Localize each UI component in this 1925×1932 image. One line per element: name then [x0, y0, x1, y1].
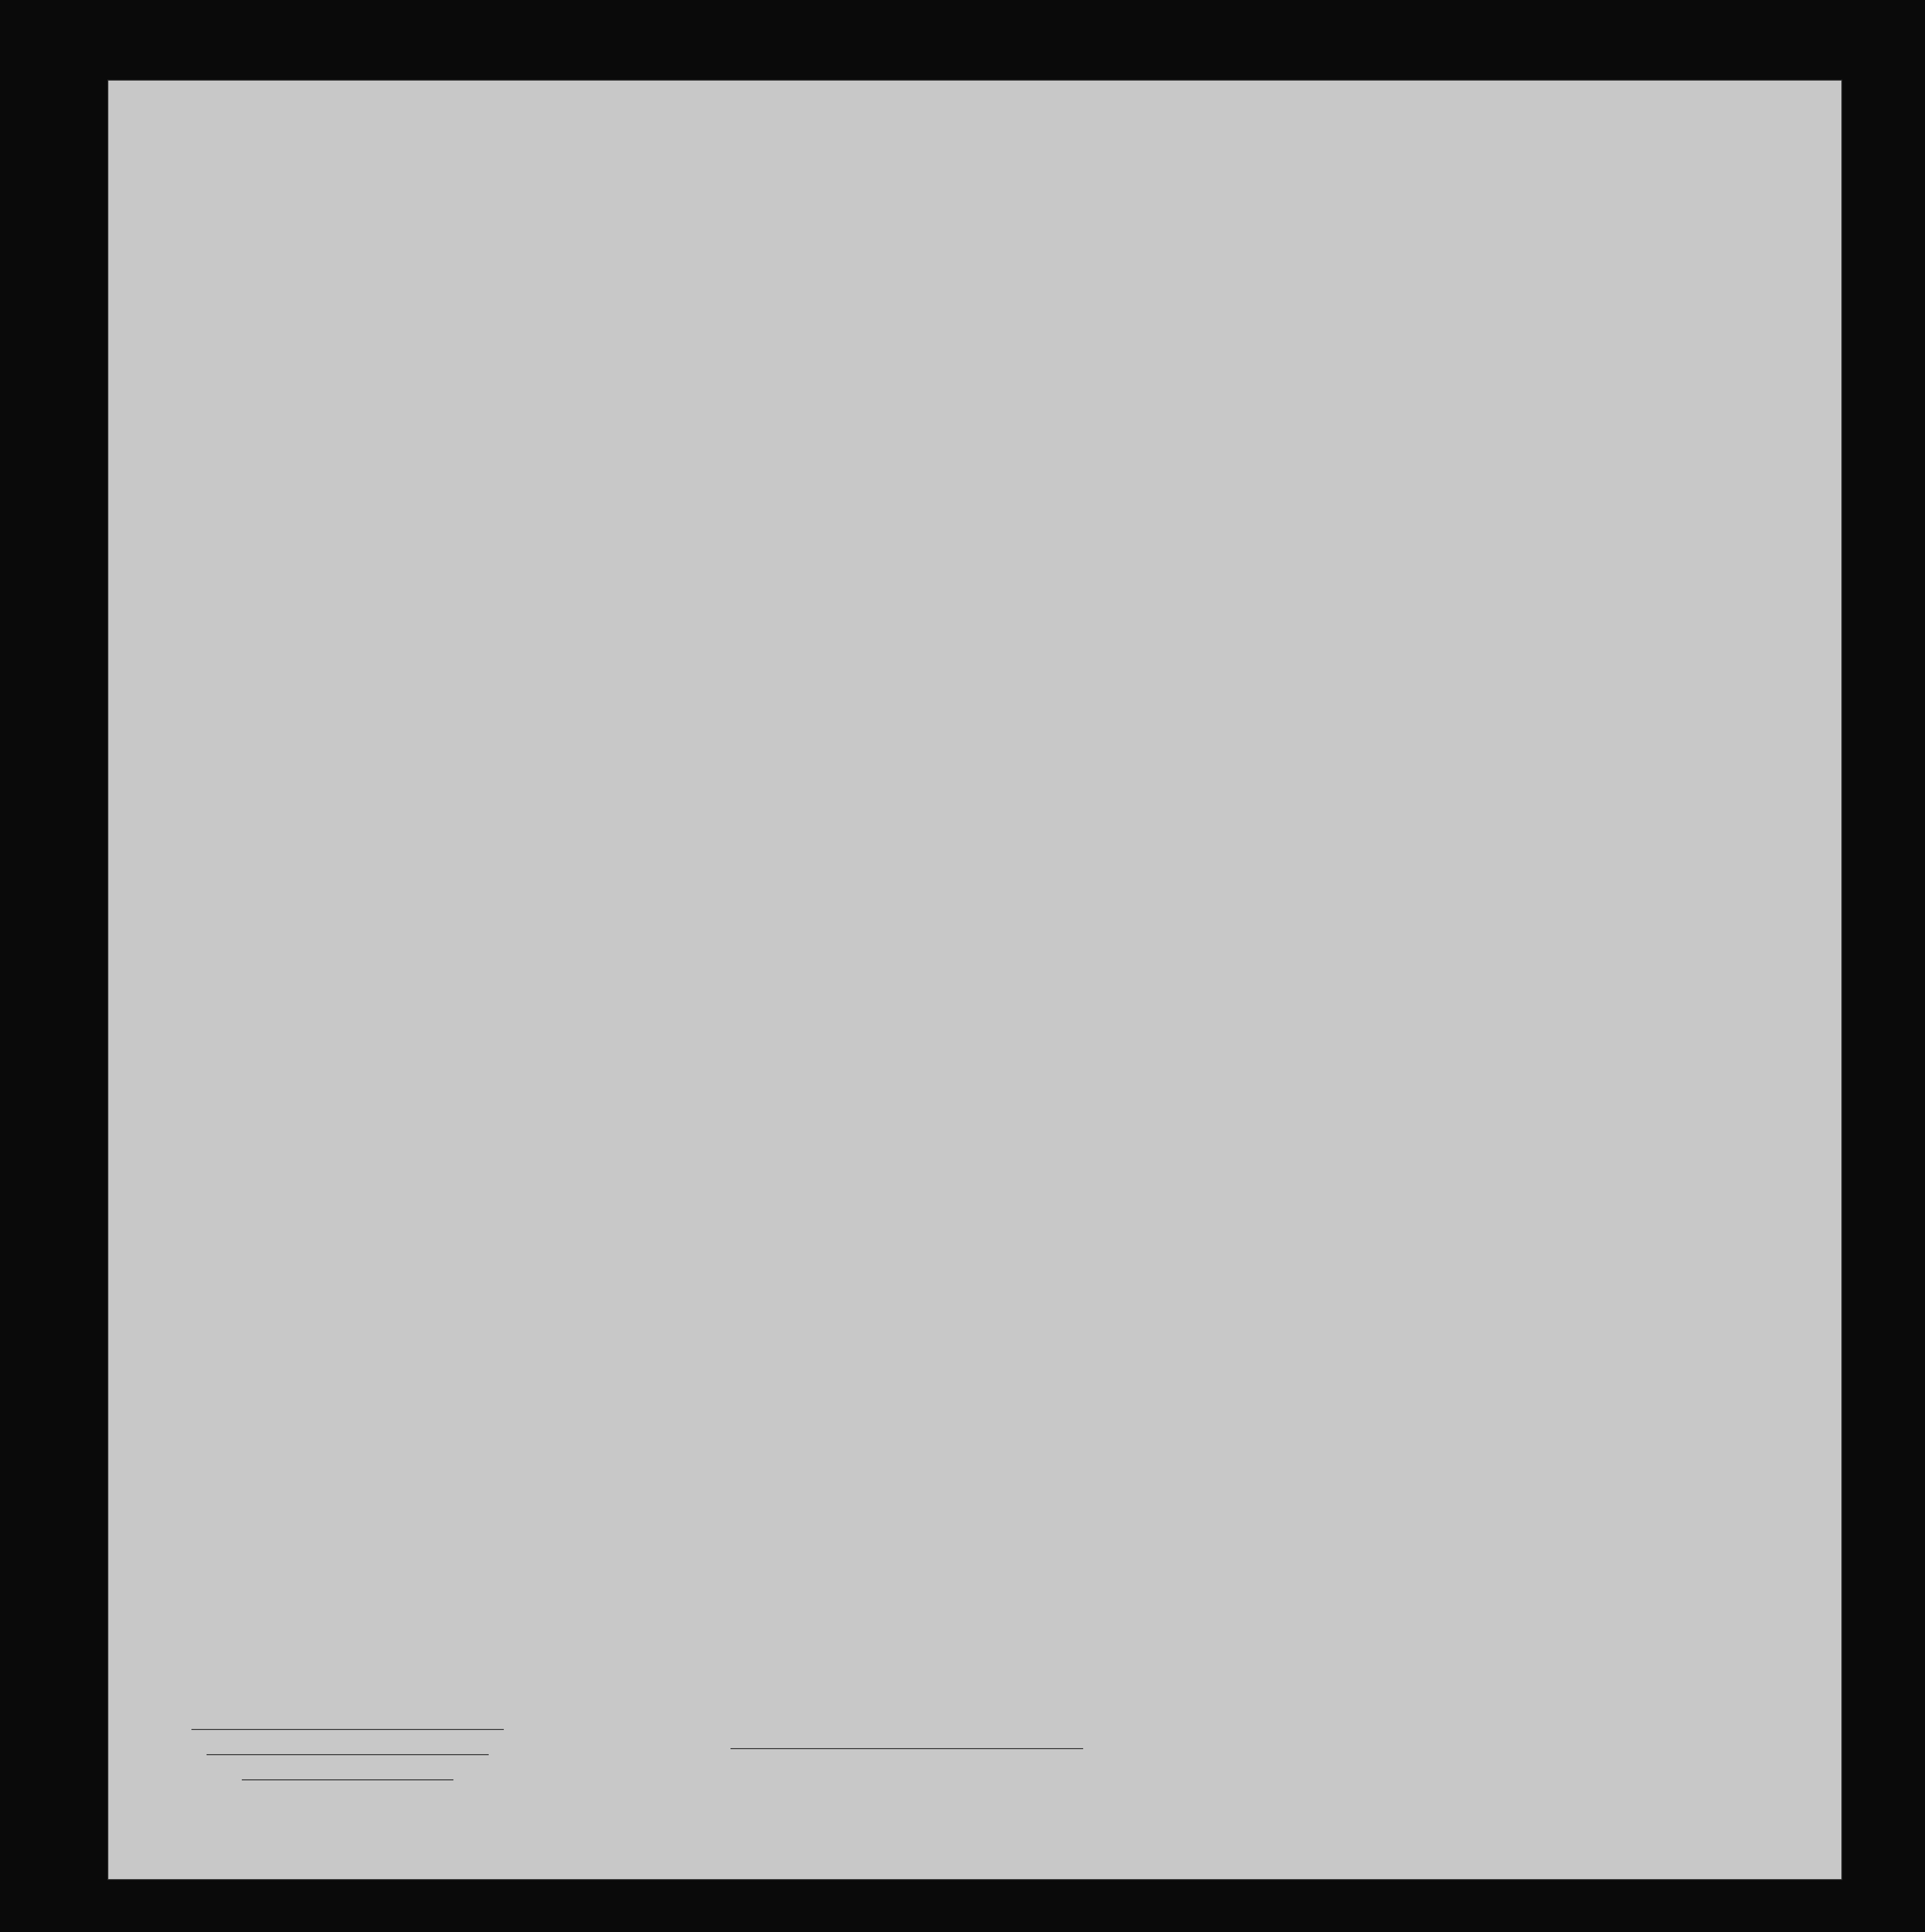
manifest-sheet [108, 81, 1841, 1879]
